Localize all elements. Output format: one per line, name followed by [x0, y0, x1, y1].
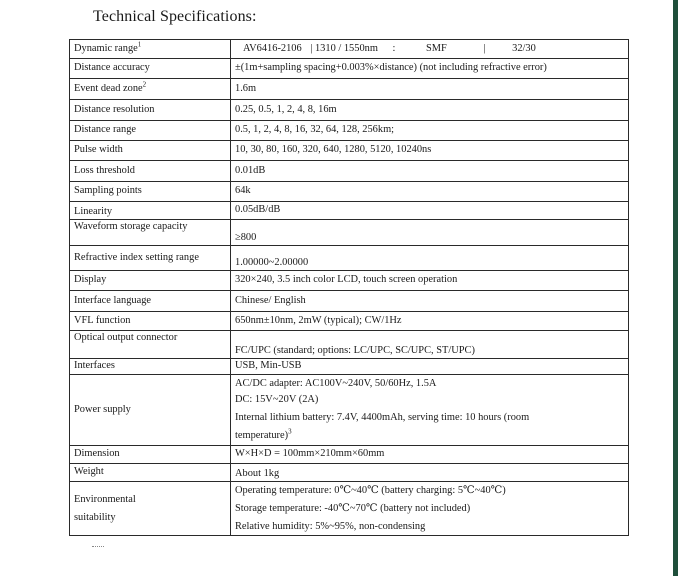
spec-value [231, 40, 629, 59]
spec-line-text: temperature) [235, 429, 289, 441]
spec-value: W×H×D = 100mm×210mm×60mm [231, 446, 629, 464]
spec-label [70, 40, 231, 59]
spec-line: AC/DC adapter: AC100V~240V, 50/60Hz, 1.5A [235, 377, 437, 389]
spec-value: 64k [231, 182, 629, 202]
table-row [70, 40, 629, 59]
spec-label: Optical output connector [70, 331, 231, 359]
table-row [70, 182, 629, 202]
spec-label: Interface language [70, 291, 231, 312]
spec-value: 1.6m [231, 79, 629, 100]
footnote-mark: 1 [137, 40, 142, 49]
spec-value: 650nm±10nm, 2mW (typical); CW/1Hz [231, 312, 629, 331]
spec-label: Loss threshold [70, 161, 231, 182]
spec-label [70, 79, 231, 100]
table-row [70, 246, 629, 271]
table-row [70, 446, 629, 464]
spec-value [231, 375, 629, 446]
table-row [70, 291, 629, 312]
spec-label: Dimension [70, 446, 231, 464]
spec-value: ±(1m+sampling spacing+0.003%×distance) (not including refractive error) [231, 59, 629, 79]
spec-value: 0.05dB/dB [231, 202, 629, 220]
spec-label-line: suitability [74, 511, 116, 523]
table-row [70, 482, 629, 536]
spec-label-line: Environmental [74, 493, 136, 505]
spec-label: Weight [70, 464, 231, 482]
table-row [70, 359, 629, 375]
separator: : [392, 42, 396, 54]
spec-label: Distance range [70, 121, 231, 141]
footnote-mark: 3 [288, 427, 292, 436]
spec-line: Relative humidity: 5%~95%, non-condensing [235, 521, 426, 532]
table-row [70, 220, 629, 246]
spec-value: 10, 30, 80, 160, 320, 640, 1280, 5120, 10240ns [231, 141, 629, 161]
table-row [70, 121, 629, 141]
spec-label: Power supply [70, 375, 231, 446]
table-row [70, 59, 629, 79]
table-row [70, 79, 629, 100]
table-row [70, 375, 629, 446]
spec-label: Display [70, 271, 231, 291]
fiber-type: SMF [426, 42, 447, 54]
model-number: AV6416-2106 [243, 42, 302, 54]
spec-label: Sampling points [70, 182, 231, 202]
window-edge [673, 0, 678, 576]
wavelength: | 1310 / 1550nm [310, 42, 378, 54]
spec-value: 320×240, 3.5 inch color LCD, touch screen operation [231, 271, 629, 291]
spec-label: Distance accuracy [70, 59, 231, 79]
spec-label: Refractive index setting range [70, 246, 231, 271]
spec-line: Internal lithium battery: 7.4V, 4400mAh, serving time: 10 hours (room [235, 411, 530, 423]
spec-label: Pulse width [70, 141, 231, 161]
spec-label-text: Dynamic range [74, 42, 138, 54]
dynamic-range-value: 32/30 [512, 42, 536, 54]
spec-value: ≥800 [231, 220, 629, 246]
spec-line [235, 428, 624, 444]
table-row [70, 331, 629, 359]
table-row [70, 202, 629, 220]
table-row [70, 141, 629, 161]
footnote-mark: 2 [142, 80, 147, 89]
table-row [70, 161, 629, 182]
spec-label: Interfaces [70, 359, 231, 375]
spec-value [231, 482, 629, 536]
spec-value: USB, Min-USB [231, 359, 629, 375]
spec-value: Chinese/ English [231, 291, 629, 312]
spec-label: Linearity [70, 202, 231, 220]
spec-table [69, 39, 629, 536]
spec-line: Operating temperature: 0℃~40℃ (battery charging: 5℃~40℃) [235, 485, 506, 496]
spec-value: 0.25, 0.5, 1, 2, 4, 8, 16m [231, 100, 629, 121]
spec-label-text: Event dead zone [74, 82, 143, 94]
spec-value: 0.01dB [231, 161, 629, 182]
spec-label: Waveform storage capacity [70, 220, 231, 246]
table-row [70, 464, 629, 482]
spec-line: DC: 15V~20V (2A) [235, 393, 319, 405]
spec-value: FC/UPC (standard; options: LC/UPC, SC/UPC, ST/UPC) [231, 331, 629, 359]
spec-value: About 1kg [231, 464, 629, 482]
cut-off-text-fragment [92, 546, 104, 550]
table-row [70, 100, 629, 121]
separator: | [483, 42, 486, 54]
spec-line: Storage temperature: -40℃~70℃ (battery not included) [235, 503, 471, 514]
spec-label: VFL function [70, 312, 231, 331]
page-title: Technical Specifications: [93, 8, 257, 25]
spec-value: 1.00000~2.00000 [231, 246, 629, 271]
spec-label: Distance resolution [70, 100, 231, 121]
table-row [70, 312, 629, 331]
table-row [70, 271, 629, 291]
spec-label [70, 482, 231, 536]
spec-value: 0.5, 1, 2, 4, 8, 16, 32, 64, 128, 256km; [231, 121, 629, 141]
